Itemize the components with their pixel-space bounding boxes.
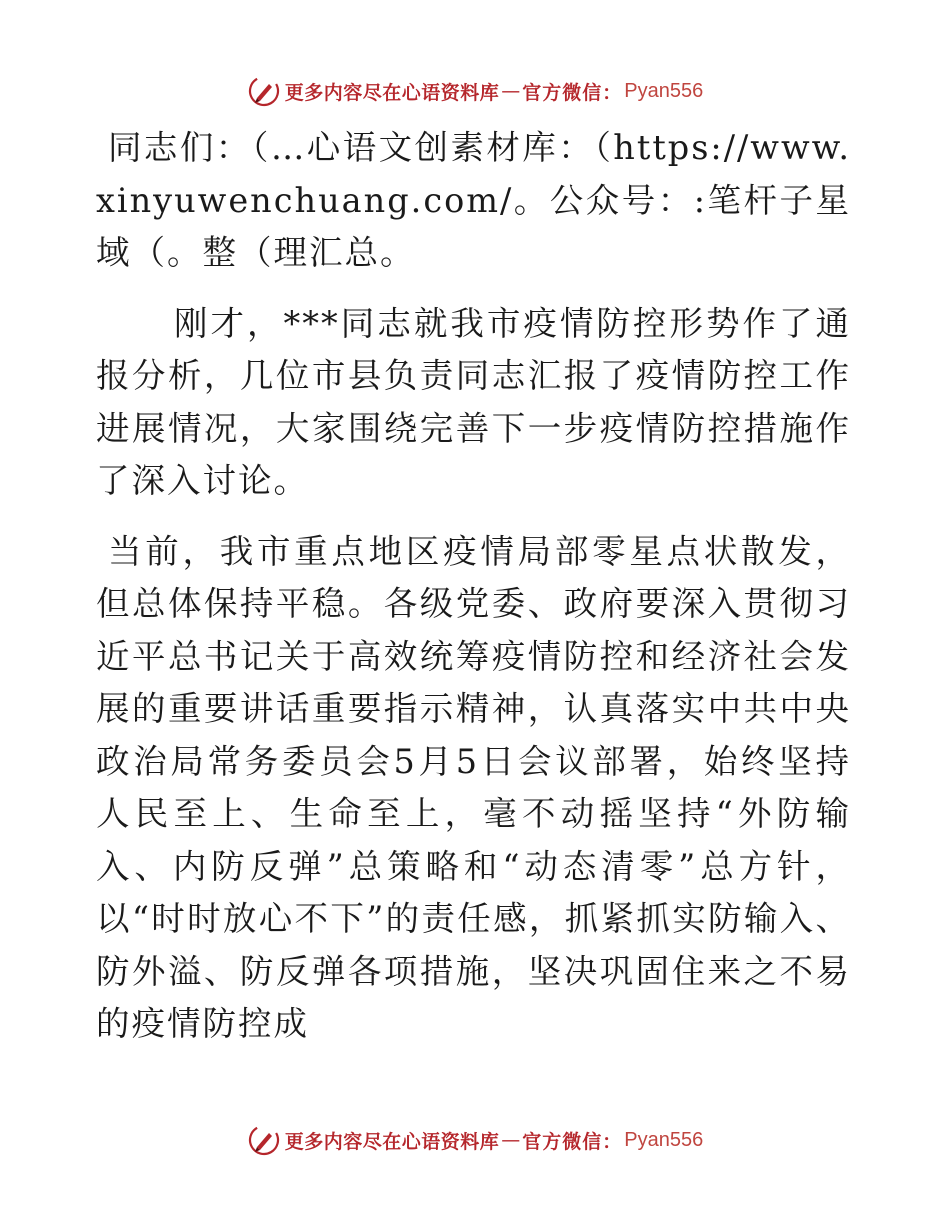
footer-watermark-banner (0, 1120, 950, 1160)
paragraph-2: 刚才，***同志就我市疫情防控形势作了通报分析，几位市县负责同志汇报了疫情防控工作进展情况，大家围绕完善下一步疫情防控措施作了深入讨论。 (96, 303, 851, 500)
banner-wechat-label: 官方微信： (522, 1130, 623, 1153)
banner-brand-text: 更多内容尽在心语资料库 (284, 81, 500, 104)
pen-logo-icon (247, 74, 281, 108)
header-watermark-banner (0, 71, 950, 111)
banner-brand-text: 更多内容尽在心语资料库 (284, 1130, 500, 1153)
paragraph-3: 当前，我市重点地区疫情局部零星点状散发，但总体保持平稳。各级党委、政府要深入贯彻习近平总书记关于高效统筹疫情防控和经济社会发展的重要讲话重要指示精神，认真落实中共中央政治局常务委员会5月5日会议部署，始终坚持人民至上、生命至上，毫不动摇坚持“外防输入、内防反弹”总策略和“动态清零”总方针，以“时时放心不下”的责任感，抓紧抓实防输入、防外溢、防反弹各项措施，坚决巩固住来之不易的疫情防控成 (96, 531, 851, 1043)
banner-wechat-label: 官方微信： (522, 81, 623, 104)
banner-separator: — (501, 80, 521, 102)
banner-wechat-id: Pyan556 (624, 79, 704, 102)
document-body (96, 122, 851, 1069)
banner-wechat-id: Pyan556 (624, 1128, 704, 1151)
paragraph-1: 同志们：（…心语文创素材库：（https://www.xinyuwenchuang.com/。公众号：:笔杆子星域（。整（理汇总。 (96, 128, 851, 272)
pen-logo-icon (247, 1123, 281, 1157)
banner-separator: — (501, 1129, 521, 1151)
